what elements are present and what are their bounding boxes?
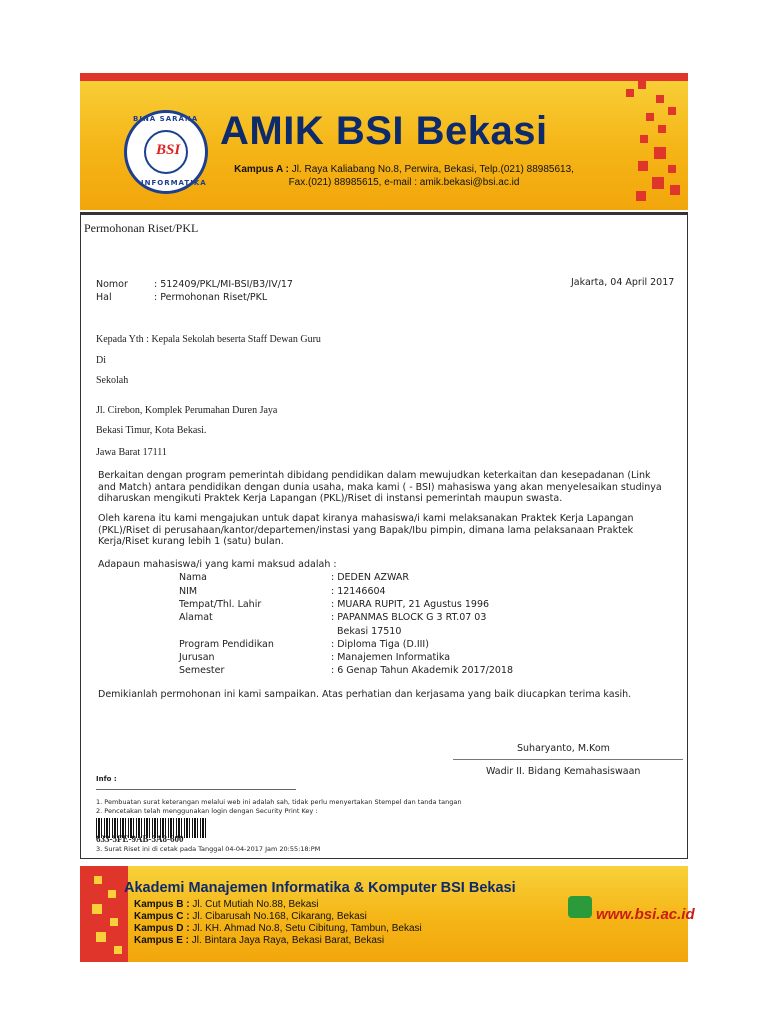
header-address bbox=[214, 163, 594, 189]
address-line-1: Jl. Raya Kaliabang No.8, Perwira, Bekasi, Telp.(021) 88985613, bbox=[291, 164, 574, 175]
nomor-value: : 512409/PKL/MI-BSI/B3/IV/17 bbox=[154, 279, 293, 290]
recipient-di: Di bbox=[96, 355, 106, 366]
nomor-label: Nomor bbox=[96, 279, 128, 290]
paragraph-2: Oleh karena itu kami mengajukan untuk dapat kiranya mahasiswa/i kami melaksanakan Praktek Kerja Lapangan (PKL)/Riset di perusahaan/kantor/departemen/instasi yang Bapak/Ibu pimpin, dimana lama pelaksanaan Praktek Kerja/Riset kurang lebih 1 (satu) bulan. bbox=[98, 513, 634, 547]
institution-title: AMIK BSI Bekasi bbox=[220, 109, 548, 153]
field-label-major: Jurusan bbox=[179, 652, 215, 663]
address-line-3: Jawa Barat 17111 bbox=[96, 447, 167, 458]
signer-title: Wadir II. Bidang Kemahasiswaan bbox=[486, 766, 641, 777]
signature-line bbox=[453, 759, 683, 760]
field-label-address: Alamat bbox=[179, 612, 213, 623]
bsi-logo bbox=[124, 110, 208, 194]
letter-body bbox=[80, 212, 688, 859]
field-label-semester: Semester bbox=[179, 665, 225, 676]
field-value-major: : Manajemen Informatika bbox=[331, 652, 451, 663]
field-label-birth: Tempat/Thl. Lahir bbox=[179, 599, 262, 610]
letter-title: Permohonan Riset/PKL bbox=[84, 221, 199, 235]
logo-mark: BSI bbox=[156, 142, 181, 158]
campus-d bbox=[134, 923, 422, 934]
logo-ring-bottom-text: INFORMATIKA bbox=[141, 179, 207, 187]
field-value-program: : Diploma Tiga (D.III) bbox=[331, 639, 429, 650]
address-line-1: Jl. Cirebon, Komplek Perumahan Duren Jaya bbox=[96, 405, 278, 416]
field-value-address: : PAPANMAS BLOCK G 3 RT.07 03 bbox=[331, 612, 487, 623]
hal-value: : Permohonan Riset/PKL bbox=[154, 292, 268, 303]
note-2: 2. Pencetakan telah menggunakan login dengan Security Print Key : bbox=[96, 807, 318, 815]
campus-b bbox=[134, 899, 319, 910]
campus-e-label: Kampus E : bbox=[134, 935, 190, 946]
field-value-birth: : MUARA RUPIT, 21 Agustus 1996 bbox=[331, 599, 490, 610]
barcode-code: 633-5FE-9AB-5A8-600 bbox=[96, 834, 184, 844]
header-top-bar bbox=[80, 73, 688, 81]
field-label-nim: NIM bbox=[179, 586, 198, 597]
info-label: Info : bbox=[96, 775, 117, 783]
address-line-2: Fax.(021) 88985615, e-mail : amik.bekasi@bsi.ac.id bbox=[288, 177, 520, 188]
campus-c-label: Kampus C : bbox=[134, 911, 190, 922]
logo-ring-top-text: BINA SARANA bbox=[133, 115, 199, 123]
note-1: 1. Pembuatan surat keterangan melalui web ini adalah sah, tidak perlu menyertakan Stempel dan tanda tangan bbox=[96, 798, 462, 806]
campus-e-text: Jl. Bintara Jaya Raya, Bekasi Barat, Bekasi bbox=[191, 935, 385, 946]
hal-label: Hal bbox=[96, 292, 112, 303]
recipient-school: Sekolah bbox=[96, 375, 129, 386]
website-url: www.bsi.ac.id bbox=[596, 906, 695, 923]
letterhead-header bbox=[80, 73, 688, 210]
campus-d-label: Kampus D : bbox=[134, 923, 190, 934]
campus-d-text: Jl. KH. Ahmad No.8, Setu Cibitung, Tambun, Bekasi bbox=[192, 923, 422, 934]
field-value-nama: : DEDEN AZWAR bbox=[331, 572, 409, 583]
address-line-2: Bekasi Timur, Kota Bekasi. bbox=[96, 425, 207, 436]
recipient: Kepada Yth : Kepala Sekolah beserta Staff Dewan Guru bbox=[96, 334, 321, 345]
field-value-nim: : 12146604 bbox=[331, 586, 386, 597]
globe-icon bbox=[568, 896, 592, 918]
campus-c bbox=[134, 911, 367, 922]
note-3: 3. Surat Riset ini di cetak pada Tanggal 04-04-2017 Jam 20:55:18:PM bbox=[96, 845, 321, 853]
letter-date: Jakarta, 04 April 2017 bbox=[571, 277, 675, 288]
footer-title: Akademi Manajemen Informatika & Komputer BSI Bekasi bbox=[124, 880, 516, 896]
letterhead-footer bbox=[80, 866, 695, 962]
field-value-address-2: Bekasi 17510 bbox=[331, 626, 402, 637]
campus-b-text: Jl. Cut Mutiah No.88, Bekasi bbox=[192, 899, 319, 910]
signer-name: Suharyanto, M.Kom bbox=[517, 743, 610, 754]
field-label-nama: Nama bbox=[179, 572, 208, 583]
student-intro: Adapaun mahasiswa/i yang kami maksud adalah : bbox=[98, 559, 337, 570]
paragraph-1: Berkaitan dengan program pemerintah dibidang pendidikan dalam mewujudkan keterkaitan dan kesepadanan (Link and Match) antara pendidikan dengan dunia usaha, maka kami ( - BSI) mahasiswa yang akan menyelesaikan studinya diharuskan mengikuti Praktek Kerja Lapangan (PKL)/Riset di instansi pemerintah maupun swasta. bbox=[98, 470, 662, 504]
campus-b-label: Kampus B : bbox=[134, 899, 190, 910]
campus-a-label: Kampus A : bbox=[234, 164, 289, 175]
info-divider bbox=[96, 789, 296, 790]
campus-e bbox=[134, 935, 384, 946]
field-label-program: Program Pendidikan bbox=[179, 639, 274, 650]
field-value-semester: : 6 Genap Tahun Akademik 2017/2018 bbox=[331, 665, 514, 676]
campus-c-text: Jl. Cibarusah No.168, Cikarang, Bekasi bbox=[192, 911, 367, 922]
closing-sentence: Demikianlah permohonan ini kami sampaikan. Atas perhatian dan kerjasama yang baik diucapkan terima kasih. bbox=[98, 689, 632, 700]
